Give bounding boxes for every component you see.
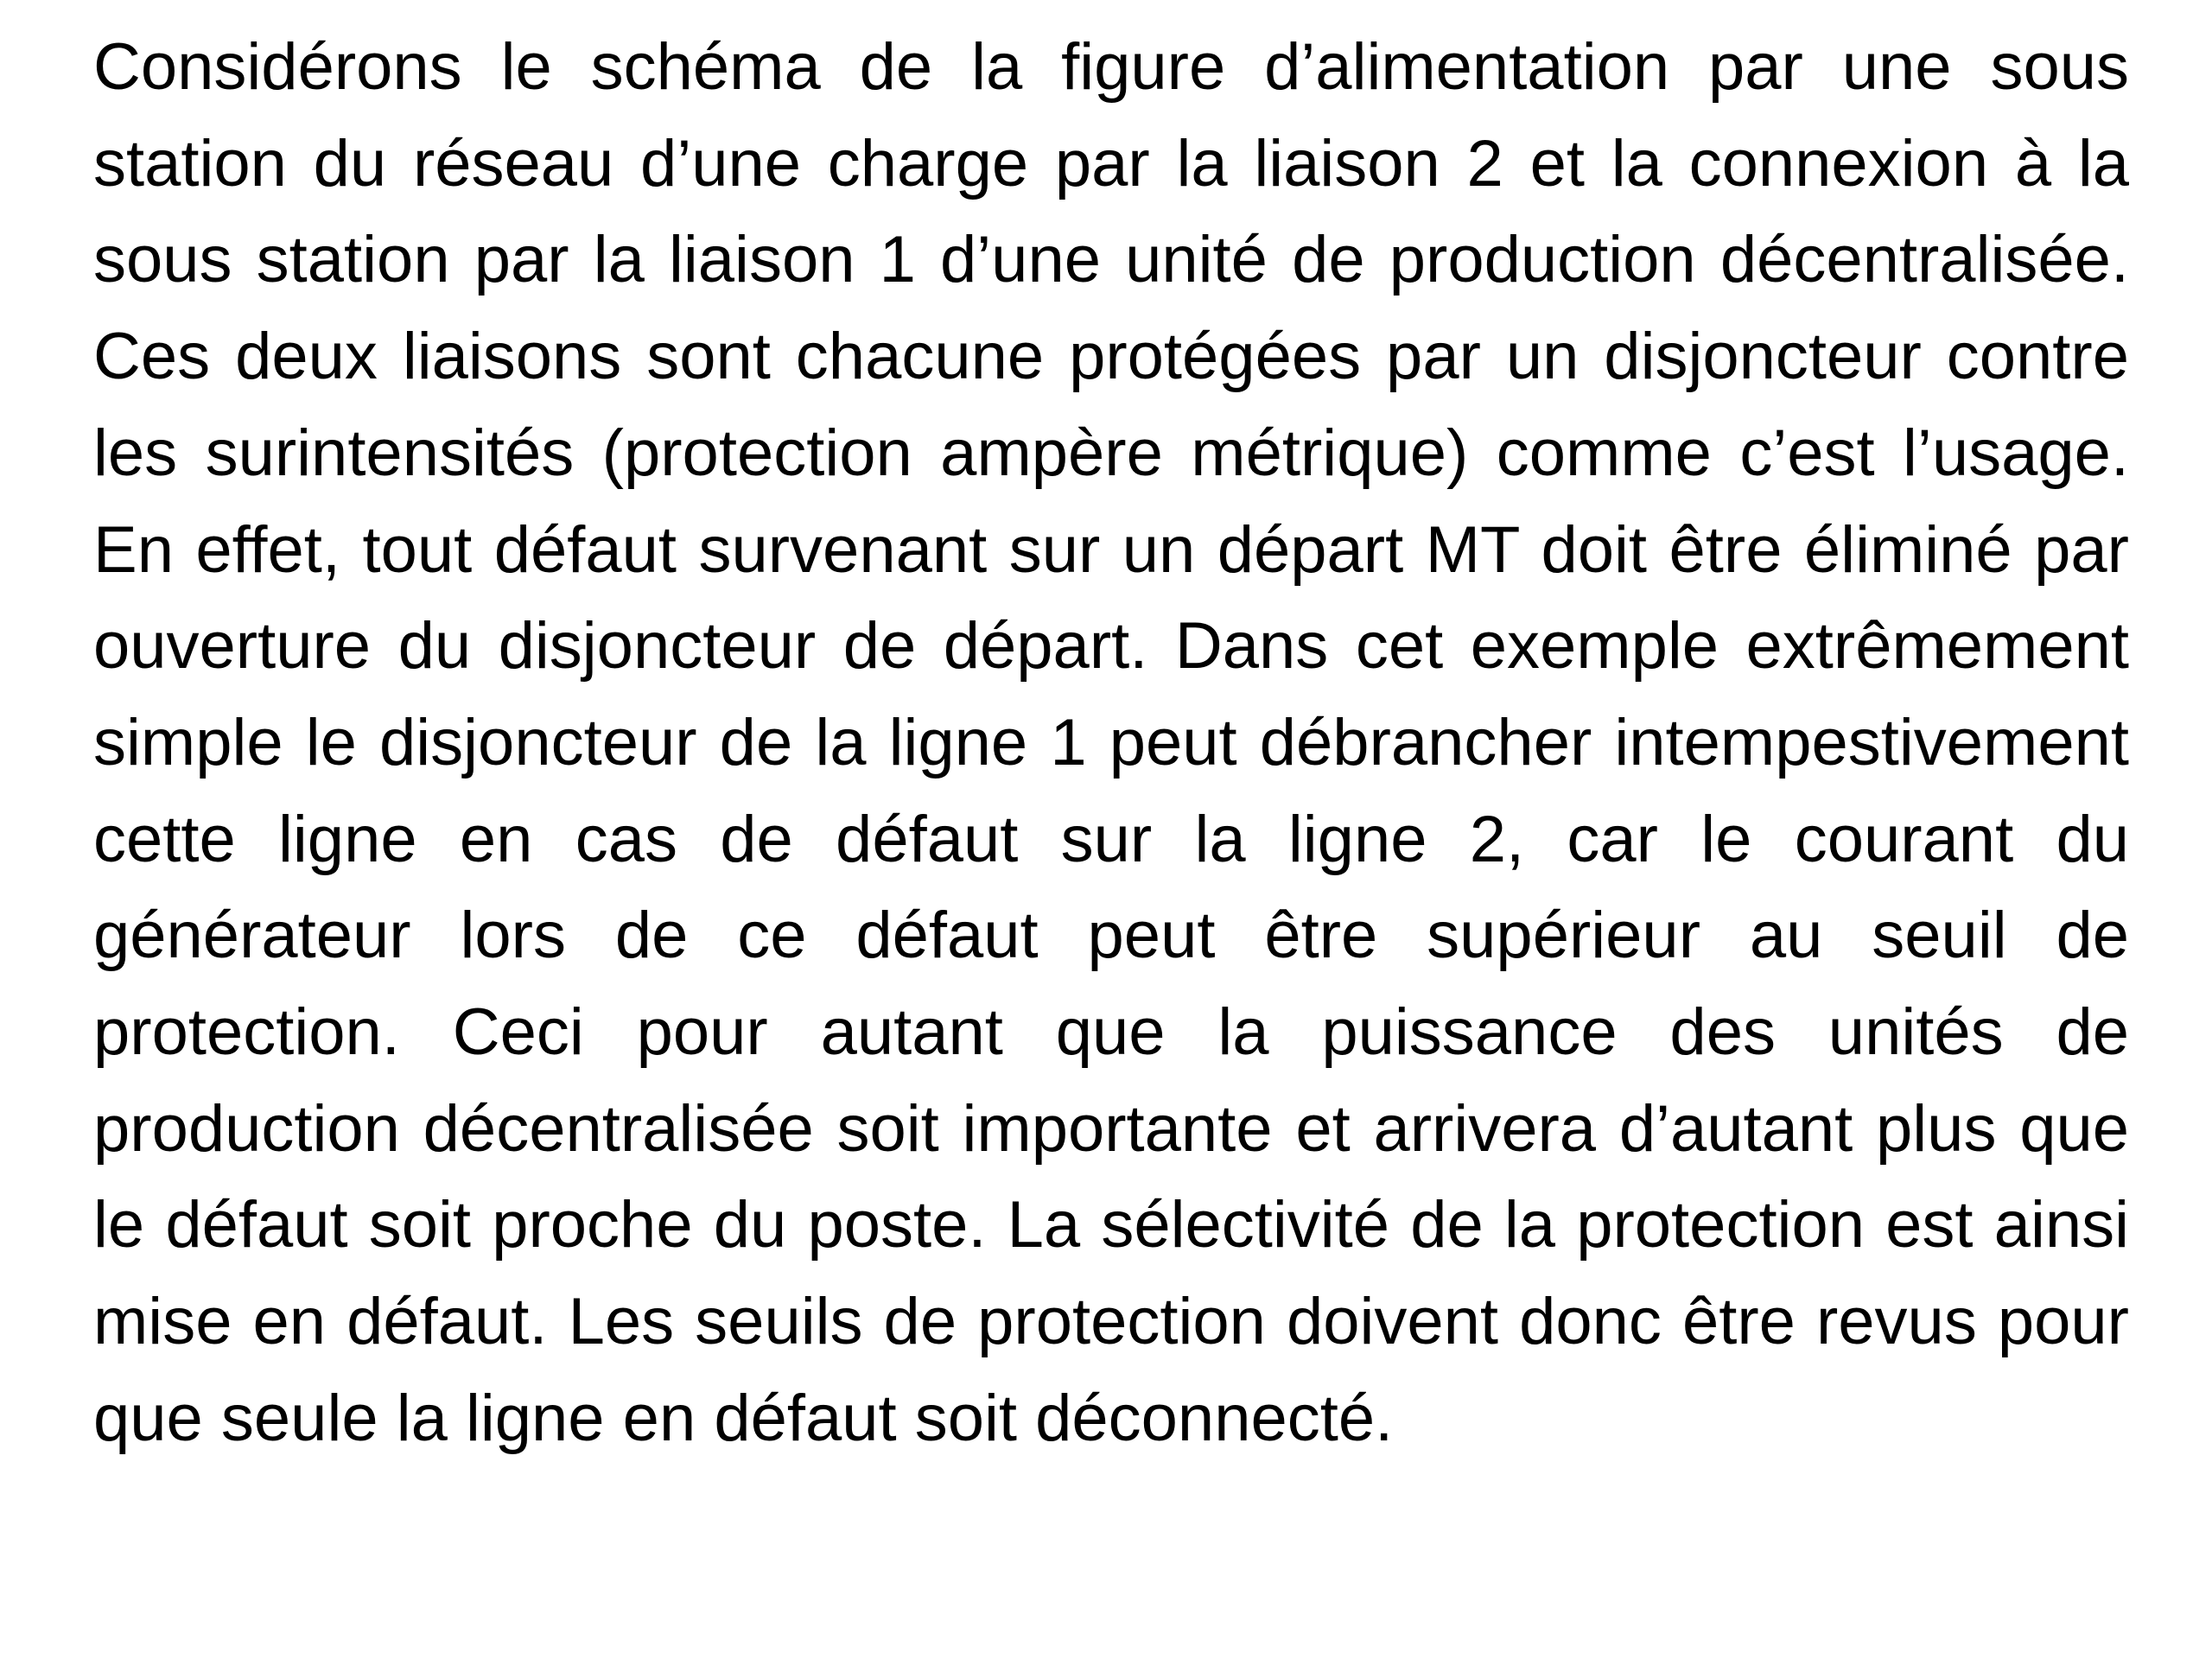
body-paragraph: Considérons le schéma de la figure d’alimentation par une sous station du réseau d’une charge par la liaison 2 et la connexion à la sous station par la liaison 1 d’une unité de production décentralisée. Ces deux liaisons sont chacune protégées par un disjoncteur contre les surintensités (protection ampère métrique) comme c’est l’usage. En effet, tout défaut survenant sur un départ MT doit être éliminé par ouverture du disjoncteur de départ. Dans cet exemple extrêmement simple le disjoncteur de la ligne 1 peut débrancher intempestivement cette ligne en cas de défaut sur la ligne 2, car le courant du générateur lors de ce défaut peut être supérieur au seuil de protection. Ceci pour autant que la puissance des unités de production décentralisée soit importante et arrivera d’autant plus que le défaut soit proche du poste. La sélectivité de la protection est ainsi mise en défaut. Les seuils de protection doivent donc être revus pour que seule la ligne en défaut soit déconnecté.	[93, 30, 2129, 1455]
